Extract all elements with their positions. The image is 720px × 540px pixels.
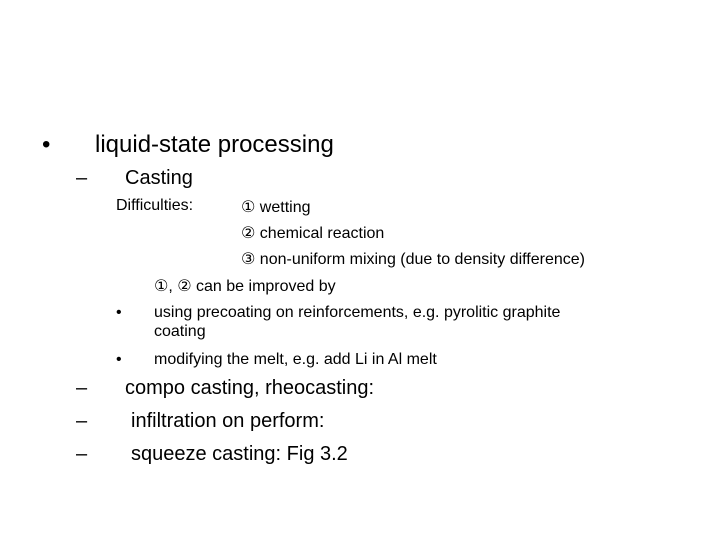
squeeze-casting-text: squeeze casting: Fig 3.2 [131,443,348,465]
casting-heading: Casting [125,167,193,189]
difficulty-non-uniform-mixing: ③ non-uniform mixing (due to density difference) [241,251,585,268]
method-precoating-line2: coating [154,323,206,340]
difficulty-wetting: ① wetting [241,199,311,216]
infiltration-text: infiltration on perform: [131,410,325,432]
difficulty-chemical-reaction: ② chemical reaction [241,225,385,242]
method-precoating-marker: • [116,304,122,321]
improved-by-text: ①, ② can be improved by [154,278,336,295]
difficulties-label: Difficulties: [116,197,194,214]
compo-casting-dash: – [76,377,88,399]
infiltration-dash: – [76,410,88,432]
method-modifying-marker: • [116,351,122,368]
main-bullet-marker: • [42,131,51,158]
squeeze-casting-dash: – [76,443,88,465]
main-bullet-text: liquid-state processing [95,131,334,158]
casting-dash: – [76,167,88,189]
method-modifying-line1: modifying the melt, e.g. add Li in Al melt [154,351,437,368]
compo-casting-text: compo casting, rheocasting: [125,377,375,399]
method-precoating-line1: using precoating on reinforcements, e.g. pyrolitic graphite [154,304,561,321]
